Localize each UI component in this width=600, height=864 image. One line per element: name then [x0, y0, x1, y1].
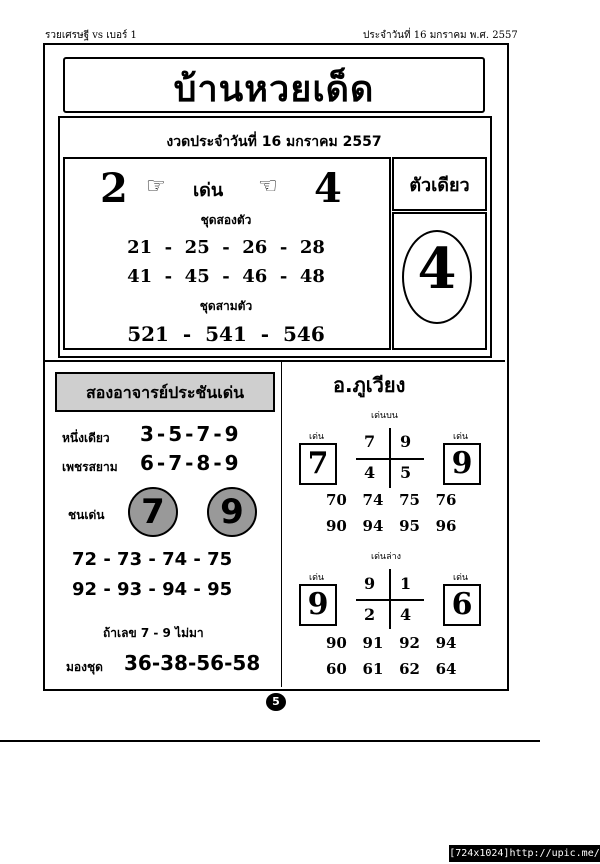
lower-left-box: 9 [299, 584, 337, 626]
upper-left-box: 7 [299, 443, 337, 485]
two-digit-label: ชุดสองตัว [200, 213, 252, 227]
number-list-row: 92 - 93 - 94 - 95 [72, 579, 233, 600]
single-value: 4 [417, 236, 457, 302]
upper-left-label: เด่น [309, 432, 325, 442]
header-right: ประจำวันที่ 16 มกราคม พ.ศ. 2557 [363, 30, 518, 41]
lower-label: เด่นล่าง [371, 552, 402, 562]
play-label: เด่น [193, 180, 224, 201]
set-value: 36-38-56-58 [124, 651, 261, 675]
single-digit-label: ตัวเดียว [409, 175, 470, 196]
grid-cell: 9 [364, 574, 376, 593]
lower-right-label: เด่น [453, 573, 469, 583]
grid-cell: 2 [364, 605, 376, 624]
left-panel-heading: สองอาจารย์ประชันเด่น [85, 383, 245, 402]
strong-number-circle: 9 [207, 487, 257, 537]
section-divider [45, 360, 505, 362]
grid-cell: 1 [400, 574, 412, 593]
scan-edge-line [0, 740, 540, 742]
two-digit-row: 41 - 45 - 46 - 48 [127, 266, 325, 287]
grid-cell: 9 [400, 432, 412, 451]
three-digit-row: 521 - 541 - 546 [127, 322, 325, 346]
grid-cell: 4 [364, 463, 376, 482]
grid-line [389, 428, 391, 488]
upper-label: เด่นบน [371, 411, 398, 421]
pointing-hand-icon: ☞ [146, 174, 166, 199]
upper-number-row: 70 74 75 76 [326, 491, 457, 509]
main-right-number: 4 [314, 165, 342, 212]
page-title: บ้านหวยเด็ด [173, 69, 375, 110]
set-label: มองชุด [66, 660, 103, 674]
if-label: ถ้าเลข 7 - 9 ไม่มา [103, 626, 204, 640]
main-left-number: 2 [100, 165, 128, 212]
grid-cell: 5 [400, 463, 412, 482]
row1-value: 3-5-7-9 [140, 422, 242, 446]
date-line: งวดประจำวันที่ 16 มกราคม 2557 [166, 134, 382, 150]
row2-label: เพชรสยาม [62, 460, 118, 474]
upper-number-row: 90 94 95 96 [326, 517, 457, 535]
page-number: 5 [266, 693, 286, 711]
strong-number-circle: 7 [128, 487, 178, 537]
watermark: [724x1024]http://upic.me/ [449, 845, 600, 862]
column-divider [281, 362, 282, 687]
row2-value: 6-7-8-9 [140, 451, 242, 475]
header-left: รวยเศรษฐี vs เบอร์ 1 [45, 30, 137, 41]
row1-label: หนึ่งเดียว [62, 431, 110, 445]
right-panel-heading: อ.ภูเวียง [333, 373, 406, 397]
lower-number-row: 90 91 92 94 [326, 634, 457, 652]
upper-right-box: 9 [443, 443, 481, 485]
grid-line [389, 569, 391, 629]
grid-cell: 7 [364, 432, 376, 451]
number-list-row: 72 - 73 - 74 - 75 [72, 549, 233, 570]
lower-right-box: 6 [443, 584, 481, 626]
lower-number-row: 60 61 62 64 [326, 660, 457, 678]
two-digit-row: 21 - 25 - 26 - 28 [127, 237, 325, 258]
upper-right-label: เด่น [453, 432, 469, 442]
pointing-hand-icon: ☜ [258, 174, 278, 199]
lower-left-label: เด่น [309, 573, 325, 583]
strong-label: ชนเด่น [68, 508, 105, 522]
three-digit-label: ชุดสามตัว [199, 299, 253, 313]
grid-cell: 4 [400, 605, 412, 624]
